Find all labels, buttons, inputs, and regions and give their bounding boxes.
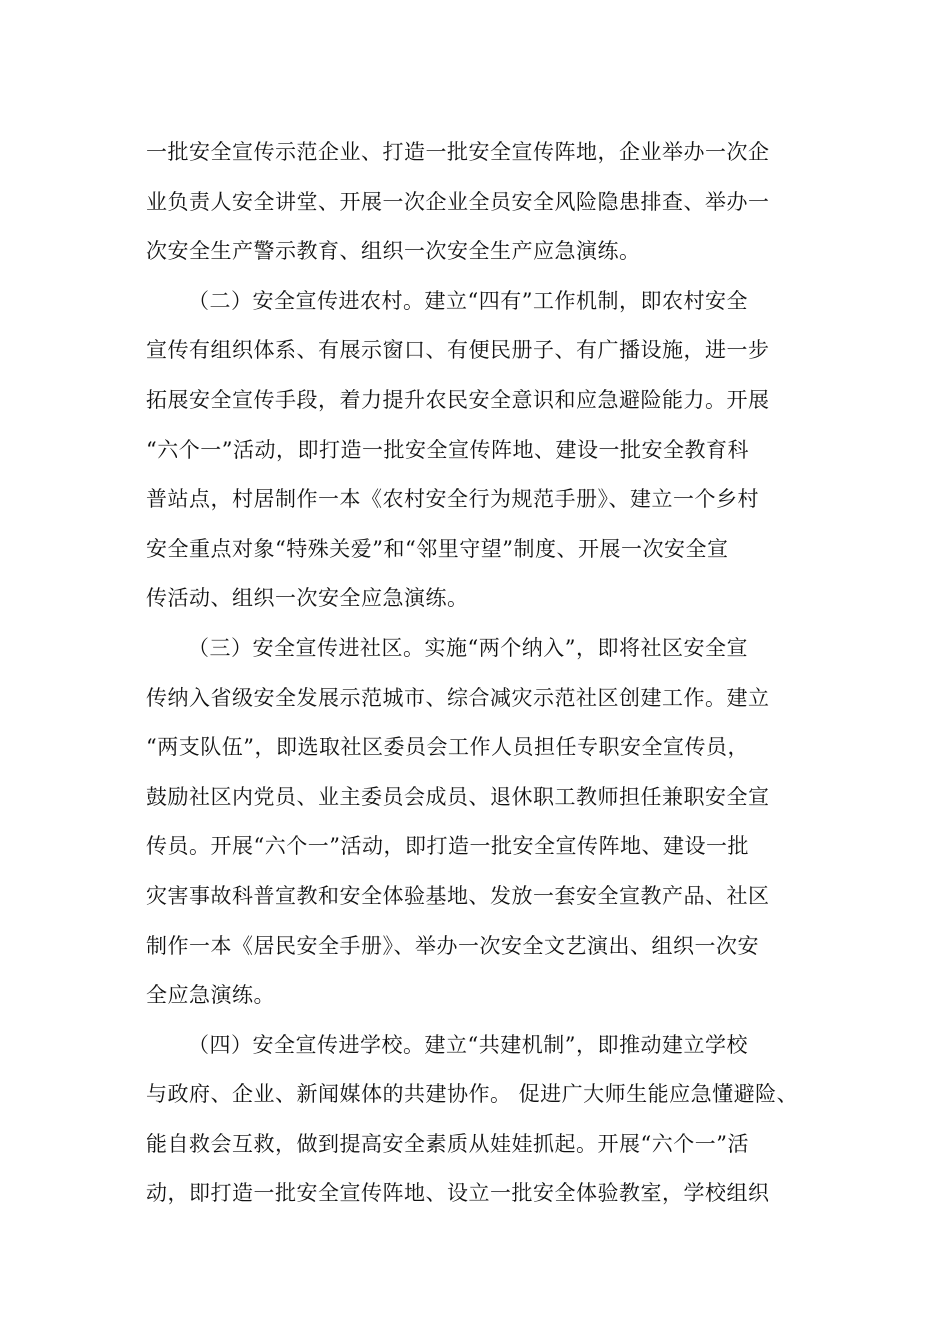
- text-line: 次安全生产警示教育、组织一次安全生产应急演练。: [146, 239, 641, 264]
- text-line: 宣传有组织体系、有展示窗口、有便民册子、有广播设施，进一步: [146, 338, 770, 363]
- text-line: 与政府、企业、新闻媒体的共建协作。 促进广大师生能应急懂避险、: [146, 1082, 799, 1107]
- text-line: 安全重点对象“特殊关爱”和“邻里守望”制度、开展一次安全宣: [146, 536, 729, 561]
- text-line: 灾害事故科普宣教和安全体验基地、发放一套安全宣教产品、社区: [146, 883, 770, 908]
- text-line: 全应急演练。: [146, 983, 275, 1008]
- text-line: “两支队伍”，即选取社区委员会工作人员担任专职安全宣传员，: [146, 735, 749, 760]
- paragraph-heading-line: （四）安全宣传进学校。建立“共建机制”，即推动建立学校: [188, 1032, 748, 1057]
- text-line: 传纳入省级安全发展示范城市、综合减灾示范社区创建工作。建立: [146, 685, 770, 710]
- body-text: [146, 128, 806, 1219]
- text-line: 能自救会互救，做到提高安全素质从娃娃抓起。开展“六个一”活: [146, 1131, 749, 1156]
- text-line: 传员。开展“六个一”活动，即打造一批安全宣传阵地、建设一批: [146, 834, 749, 859]
- text-line: 制作一本《居民安全手册》、举办一次安全文艺演出、组织一次安: [146, 933, 759, 958]
- text-line: 传活动、组织一次安全应急演练。: [146, 586, 469, 611]
- text-line: 一批安全宣传示范企业、打造一批安全宣传阵地，企业举办一次企: [146, 140, 770, 164]
- text-line: 拓展安全宣传手段，着力提升农民安全意识和应急避险能力。开展: [146, 387, 770, 412]
- paragraph-heading-line: （三）安全宣传进社区。实施“两个纳入”，即将社区安全宣: [188, 635, 748, 660]
- text-line: “六个一”活动，即打造一批安全宣传阵地、建设一批安全教育科: [146, 437, 749, 462]
- text-line: 业负责人安全讲堂、开展一次企业全员安全风险隐患排查、举办一: [146, 189, 770, 214]
- text-line: 动，即打造一批安全宣传阵地、设立一批安全体验教室，学校组织: [146, 1181, 770, 1206]
- paragraph-heading-line: （二）安全宣传进农村。建立“四有”工作机制，即农村安全: [188, 288, 748, 313]
- text-line: 普站点，村居制作一本《农村安全行为规范手册》、建立一个乡村: [146, 487, 759, 512]
- text-line: 鼓励社区内党员、业主委员会成员、退休职工教师担任兼职安全宣: [146, 784, 770, 809]
